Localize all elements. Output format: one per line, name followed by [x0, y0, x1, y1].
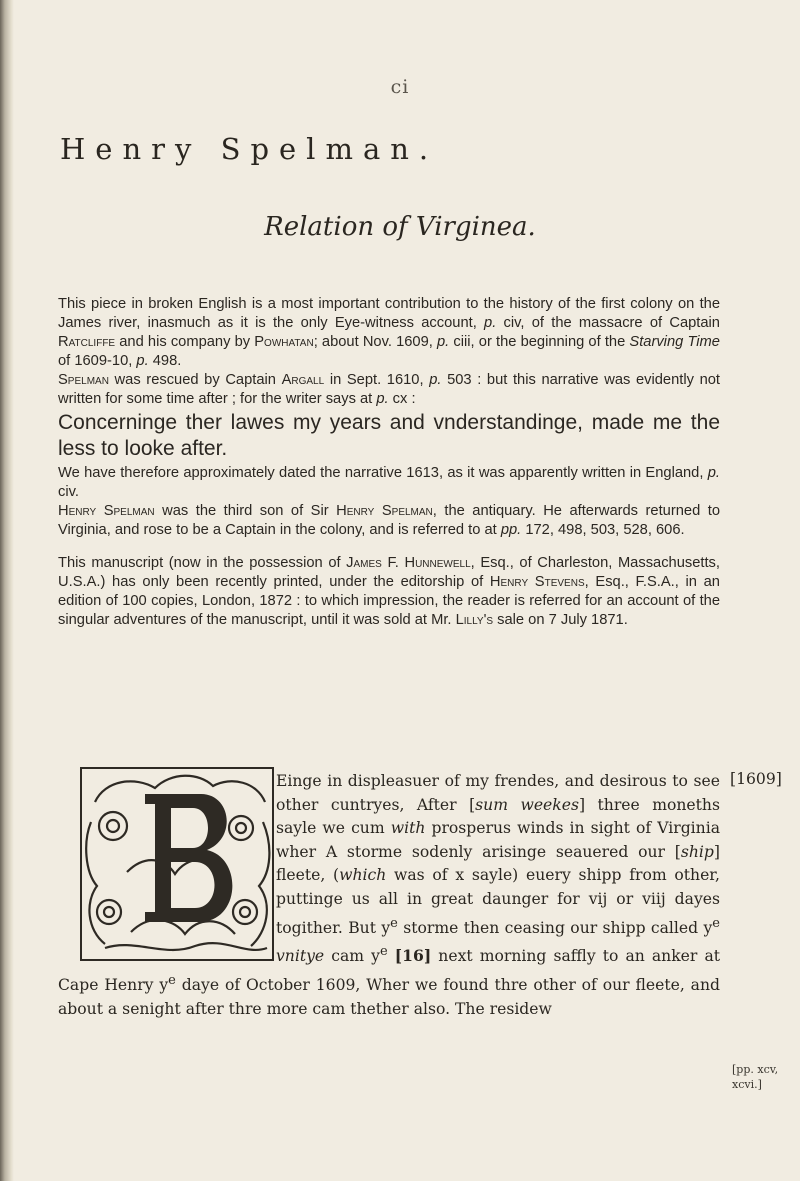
- intro-paragraph: This manuscript (now in the possession of James F. Hunnewell, Esq., of Charleston, Massachusetts, U.S.A.) has only been recently printed, under the editorship of Henry Stevens, Esq., F.S.A., in an edition of 100 copies, London, 1872 : to which impression, the reader is referred for an account of the singular adventures of the manuscript, until it was sold at Mr. Lilly's sale on 7 July 1871.: [58, 555, 720, 628]
- narrative-paragraph: Einge in displeasuer of my frendes, and desirous to see other cuntryes, After [sum weekes] three moneths sayle we cum with prosperus winds in sight of Virginia wher A storme sodenly arisinge seauered our [ship] fleete, (which was of x sayle) euery shipp from other, puttinge us all in great daunger for vij or viij dayes togither. But $y^e$ storme then ceasing our shipp called $y^e$ vnitye cam $y^e$ [16] next morning saffly to an anker at Cape Henry $y^e$ daye of October 1609, Wher we found thre other of our fleete, and about a senight after thre more cam thether also. The residew: [58, 772, 721, 1018]
- margin-year-note: [1609]: [730, 770, 782, 788]
- page-subtitle: Relation of Virginea.: [264, 212, 536, 242]
- introduction: [58, 295, 720, 630]
- intro-paragraph: This piece in broken English is a most important contribution to the history of the first colony on the James river, inasmuch as it is the only Eye-witness account, p. civ, of the massacre of Captain Ratcliffe and his company by Powhatan; about Nov. 1609, p. ciii, or the beginning of the Starving Time of 1609-10, p. 498.: [58, 296, 720, 369]
- binding-gutter: [0, 0, 14, 1181]
- intro-paragraph: Henry Spelman was the third son of Sir Henry Spelman, the antiquary. He afterwards returned to Virginia, and rose to be a Captain in the colony, and is referred to at pp. 172, 498, 503, 528, 606.: [58, 503, 720, 538]
- drop-cap-letter: B: [177, 887, 178, 888]
- intro-paragraph: Spelman was rescued by Captain Argall in Sept. 1610, p. 503 : but this narrative was evidently not written for some time after ; for the writer says at p. cx :: [58, 372, 720, 407]
- margin-page-reference: [pp. xcv, xcvi.]: [732, 1063, 779, 1091]
- narrative-text: [58, 770, 720, 1022]
- page-number: ci: [390, 76, 410, 98]
- intro-paragraph: We have therefore approximately dated the narrative 1613, as it was apparently written in England, p. civ.: [58, 465, 720, 500]
- quoted-passage: Concerninge ther lawes my years and vnderstandinge, made me the less to looke after.: [58, 411, 720, 460]
- page-title: Henry Spelman.: [60, 132, 439, 166]
